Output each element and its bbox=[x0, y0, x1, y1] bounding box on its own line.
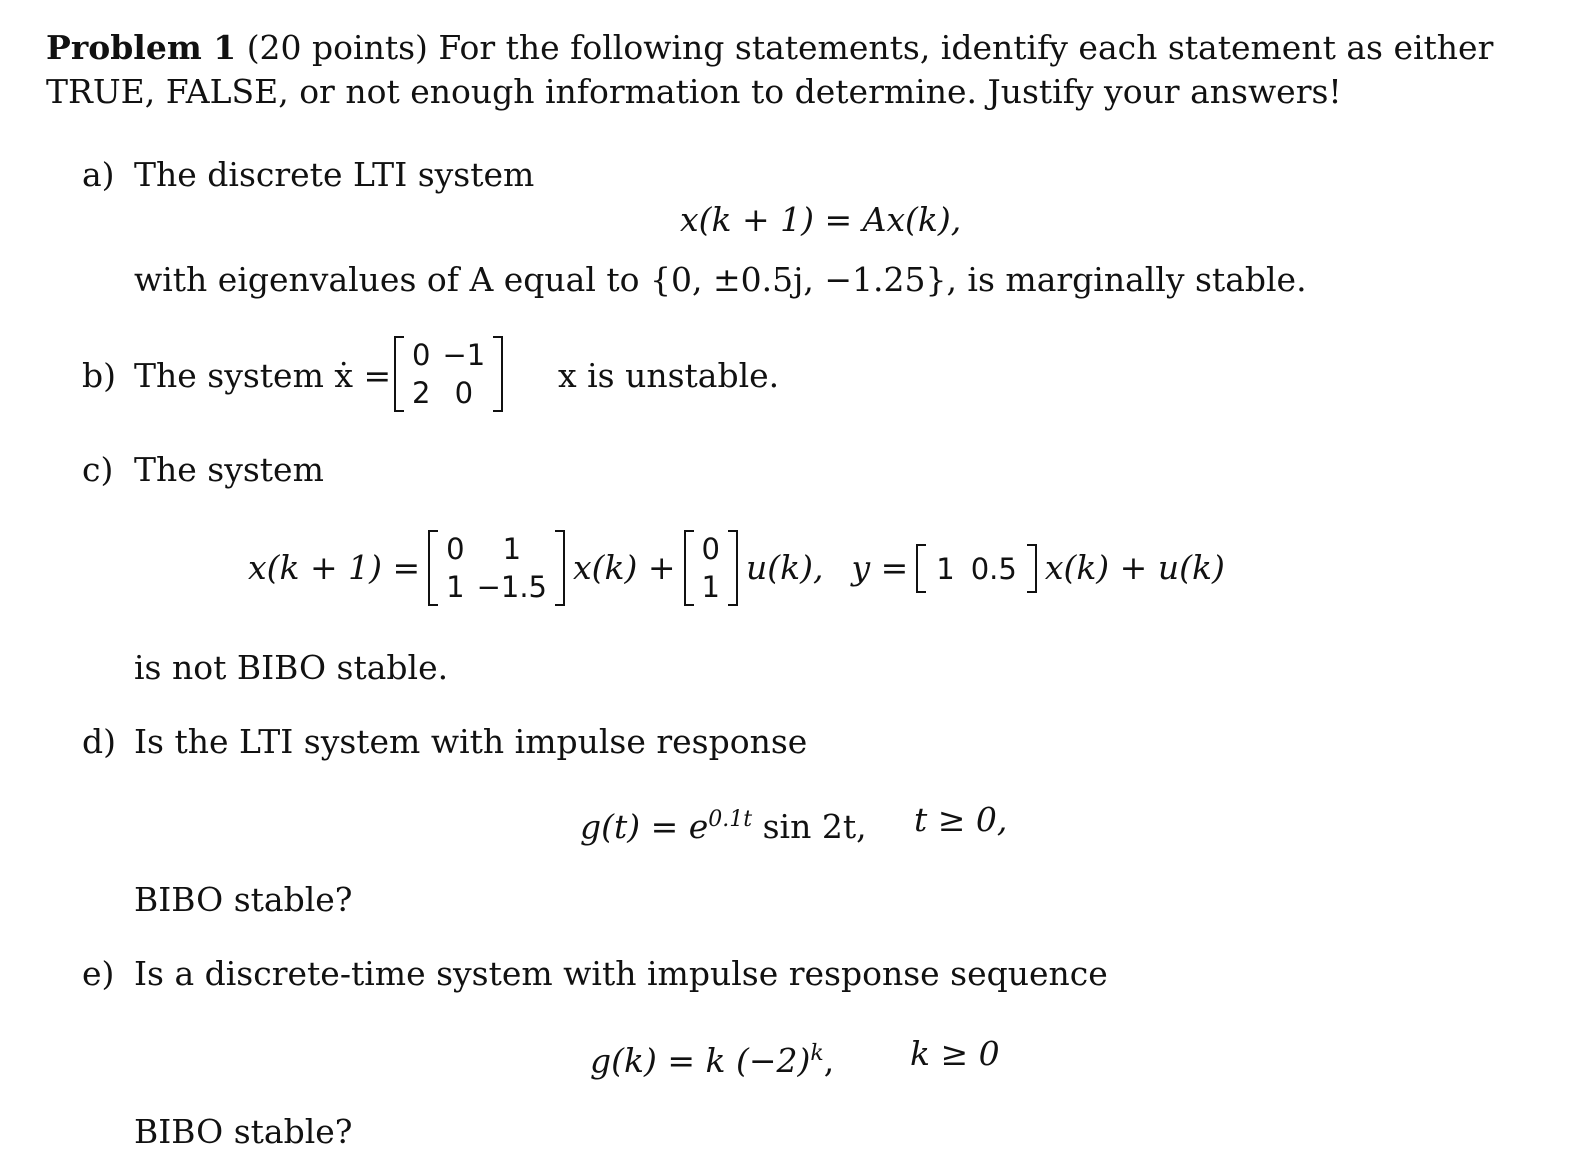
matrix-cell: −1 bbox=[442, 338, 486, 372]
matrix-cell: 0.5 bbox=[970, 551, 1017, 586]
part-e-comma: , bbox=[823, 1041, 835, 1080]
part-d-label: d) bbox=[82, 722, 116, 761]
part-a-conclusion: with eigenvalues of A equal to {0, ±0.5j, −1.25}, is marginally stable. bbox=[134, 260, 1307, 299]
problem-header-line2: TRUE, FALSE, or not enough information to determine. Justify your answers! bbox=[46, 72, 1342, 111]
part-d-domain: t ≥ 0, bbox=[914, 800, 1008, 839]
matrix-cell: 1 bbox=[936, 551, 955, 586]
part-c-equation bbox=[248, 530, 1225, 606]
part-e-label: e) bbox=[82, 954, 115, 993]
part-b-label: b) bbox=[82, 356, 116, 395]
matrix-cell: 1 bbox=[502, 532, 522, 566]
part-d-question: BIBO stable? bbox=[134, 880, 353, 919]
matrix-cell: 0 bbox=[701, 532, 720, 566]
part-c-label: c) bbox=[82, 450, 114, 489]
part-a-equation: x(k + 1) = Ax(k), bbox=[680, 200, 962, 239]
matrix-cell: 1 bbox=[446, 570, 465, 604]
part-e-question: BIBO stable? bbox=[134, 1112, 353, 1151]
part-c-conclusion: is not BIBO stable. bbox=[134, 648, 449, 687]
part-d-exponent: 0.1t bbox=[708, 807, 753, 832]
part-c-lhs: x(k + 1) = bbox=[248, 548, 421, 587]
part-c-y: y = bbox=[851, 548, 909, 587]
matrix-cell: 2 bbox=[412, 376, 431, 410]
part-c-matrix-a bbox=[426, 530, 567, 606]
part-b-conclusion: x is unstable. bbox=[558, 356, 780, 395]
part-e-intro: Is a discrete-time system with impulse response sequence bbox=[134, 954, 1108, 993]
part-e-exponent: k bbox=[810, 1041, 824, 1066]
part-c-matrix-c bbox=[914, 548, 1039, 589]
part-c-xk: x(k) + bbox=[573, 548, 676, 587]
part-d-intro: Is the LTI system with impulse response bbox=[134, 722, 808, 761]
problem-description-1: (20 points) For the following statements, identify each statement as either bbox=[246, 28, 1494, 67]
problem-title: Problem 1 bbox=[46, 28, 237, 67]
part-e-equation bbox=[590, 1034, 834, 1081]
part-d-sin: sin 2t, bbox=[762, 807, 867, 846]
part-c-uk: u(k), bbox=[745, 548, 824, 587]
matrix-cell: 0 bbox=[454, 376, 474, 410]
problem-header-line1 bbox=[46, 28, 1493, 68]
matrix-cell: 0 bbox=[446, 532, 465, 566]
part-b-intro: The system ẋ = bbox=[134, 356, 392, 395]
matrix-cell: 0 bbox=[412, 338, 431, 372]
matrix-cell: −1.5 bbox=[476, 570, 547, 604]
part-d-g: g(t) = e bbox=[580, 807, 709, 846]
part-a-intro: The discrete LTI system bbox=[134, 155, 535, 194]
part-e-domain: k ≥ 0 bbox=[910, 1034, 1000, 1073]
matrix-cell: 1 bbox=[701, 570, 720, 604]
part-c-matrix-b bbox=[682, 530, 740, 606]
part-e-g: g(k) = k (−2) bbox=[590, 1041, 811, 1080]
part-d-equation bbox=[580, 800, 867, 847]
part-a-label: a) bbox=[82, 155, 115, 194]
part-c-ytail: x(k) + u(k) bbox=[1044, 548, 1225, 587]
part-b-matrix bbox=[392, 336, 505, 412]
part-c-intro: The system bbox=[134, 450, 324, 489]
